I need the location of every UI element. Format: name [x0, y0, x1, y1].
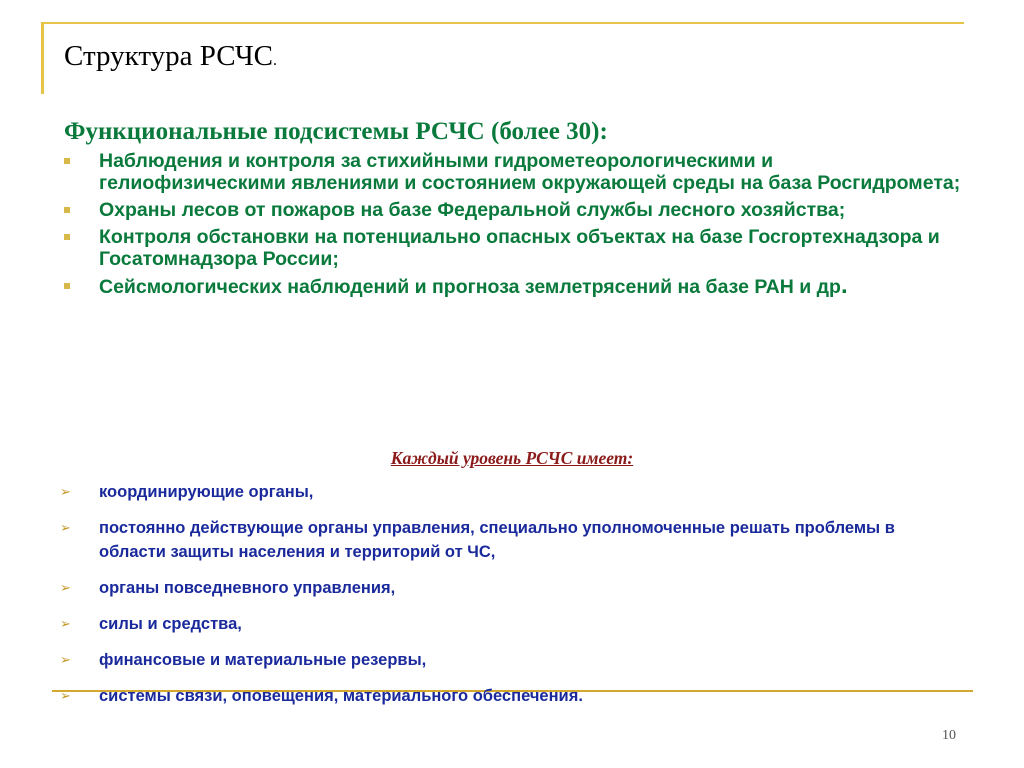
list-item-end-dot: . [840, 272, 848, 299]
list-item [60, 516, 960, 564]
arrow-bullet-icon: ➢ [60, 580, 71, 595]
list-item-text: Контроля обстановки на потенциально опасных объектах на базе Госгортехнадзора и Госатомнадзора России; [99, 226, 940, 270]
list-item [64, 150, 964, 194]
arrow-bullet-icon: ➢ [60, 484, 71, 499]
square-bullet-icon [64, 207, 70, 213]
list-item [64, 272, 964, 299]
square-bullet-icon [64, 158, 70, 164]
arrow-bullet-icon: ➢ [60, 616, 71, 631]
list-item [60, 576, 960, 600]
list-item-text: координирующие органы, [99, 483, 314, 501]
slide-title [64, 40, 277, 73]
slide-title-text: Структура РСЧС [64, 40, 274, 72]
levels-list [60, 480, 960, 720]
list-item [60, 648, 960, 672]
square-bullet-icon [64, 283, 70, 289]
list-item [60, 480, 960, 504]
frame-top-line [41, 22, 964, 24]
list-item-text: органы повседневного управления, [99, 579, 396, 597]
page-number: 10 [942, 728, 956, 743]
list-item [60, 684, 960, 708]
list-item-text: Сейсмологических наблюдений и прогноза землетрясений на базе РАН и др [99, 276, 841, 298]
subsystems-heading: Функциональные подсистемы РСЧС (более 30): [64, 118, 608, 145]
frame-left-line [41, 22, 44, 94]
square-bullet-icon [64, 234, 70, 240]
levels-heading: Каждый уровень РСЧС имеет: [390, 448, 634, 468]
list-item-text: Наблюдения и контроля за стихийными гидрометеорологическими и гелиофизическими явлениями и состоянием окружающей среды на база Росгидромета; [99, 150, 961, 194]
list-item-text: Охраны лесов от пожаров на базе Федеральной службы лесного хозяйства; [99, 199, 846, 221]
list-item [64, 199, 964, 221]
slide-title-dot: . [273, 52, 278, 69]
arrow-bullet-icon: ➢ [60, 688, 71, 703]
list-item-text: силы и средства, [99, 615, 242, 633]
arrow-bullet-icon: ➢ [60, 652, 71, 667]
list-item-text: финансовые и материальные резервы, [99, 651, 427, 669]
list-item [64, 226, 964, 270]
list-item-text: системы связи, оповещения, материального обеспечения. [99, 687, 583, 705]
list-item [60, 612, 960, 636]
arrow-bullet-icon: ➢ [60, 520, 71, 535]
list-item-text: постоянно действующие органы управления, специально уполномоченные решать проблемы в области защиты населения и территорий от ЧС, [99, 519, 895, 561]
subsystems-list [64, 150, 964, 303]
